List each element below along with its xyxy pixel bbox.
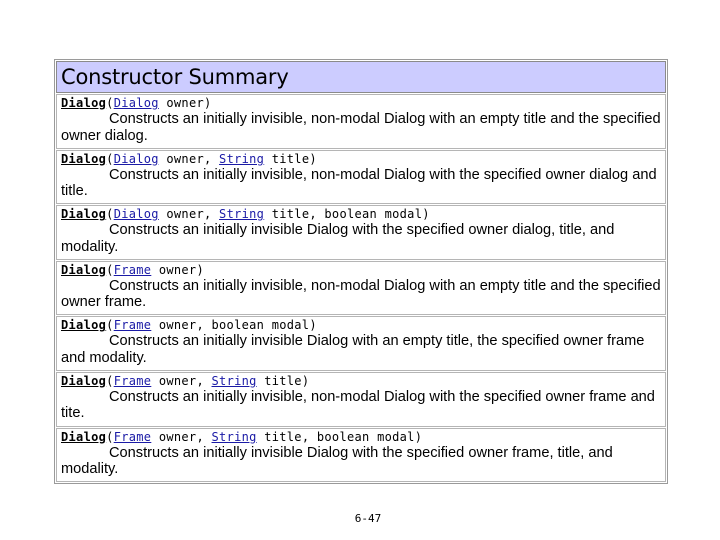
page-number: 6-47: [354, 512, 382, 525]
constructor-signature: Dialog(Frame owner): [61, 262, 204, 277]
constructor-description: Constructs an initially invisible, non-modal Dialog with an empty title and the specified owner dialog.: [61, 111, 661, 144]
constructor-name-link[interactable]: Dialog: [61, 429, 107, 444]
constructor-description: Constructs an initially invisible Dialog with the specified owner dialog, title, and modality.: [61, 222, 615, 255]
constructor-row: [56, 94, 666, 149]
param-type-link[interactable]: Frame: [113, 429, 152, 444]
param-type-link[interactable]: String: [219, 207, 265, 222]
param-type-link[interactable]: Frame: [113, 318, 152, 333]
constructor-description: Constructs an initially invisible, non-modal Dialog with the specified owner dialog and title.: [61, 166, 657, 200]
constructor-row: [56, 428, 666, 483]
constructor-signature: Dialog(Frame owner, String title): [61, 373, 310, 388]
constructor-description: Constructs an initially invisible Dialog with an empty title, the specified owner frame and modality.: [61, 333, 645, 366]
constructor-signature: Dialog(Frame owner, String title, boolean modal): [61, 429, 423, 444]
constructor-signature: Dialog(Frame owner, boolean modal): [61, 318, 317, 333]
constructor-description: Constructs an initially invisible, non-modal Dialog with the specified owner frame and tite.: [61, 388, 655, 422]
constructor-description: Constructs an initially invisible Dialog with the specified owner frame, title, and modality.: [61, 444, 613, 478]
param-type-link[interactable]: String: [211, 373, 257, 388]
constructor-name-link[interactable]: Dialog: [61, 373, 107, 388]
constructor-name-link[interactable]: Dialog: [61, 262, 107, 277]
param-type-link[interactable]: Dialog: [113, 207, 159, 222]
constructor-row: [56, 205, 666, 260]
param-type-link[interactable]: Dialog: [113, 151, 159, 166]
constructor-row: [56, 261, 666, 316]
constructor-summary-title: Constructor Summary: [56, 61, 666, 93]
param-type-link[interactable]: Frame: [113, 262, 152, 277]
constructor-signature: Dialog(Dialog owner, String title): [61, 151, 317, 166]
constructor-name-link[interactable]: Dialog: [61, 318, 107, 333]
param-type-link[interactable]: Dialog: [113, 96, 159, 110]
constructor-row: [56, 316, 666, 371]
param-type-link[interactable]: String: [211, 429, 257, 444]
constructor-signature: Dialog(Dialog owner, String title, boolean modal): [61, 207, 430, 222]
constructor-summary-table: [54, 59, 668, 484]
constructor-row: [56, 372, 666, 427]
constructor-signature: Dialog(Dialog owner): [61, 96, 212, 110]
constructor-name-link[interactable]: Dialog: [61, 207, 107, 222]
param-type-link[interactable]: String: [219, 151, 265, 166]
constructor-description: Constructs an initially invisible, non-modal Dialog with an empty title and the specified owner frame.: [61, 277, 661, 311]
constructor-name-link[interactable]: Dialog: [61, 151, 107, 166]
constructor-name-link[interactable]: Dialog: [61, 96, 107, 110]
param-type-link[interactable]: Frame: [113, 373, 152, 388]
constructor-row: [56, 150, 666, 205]
